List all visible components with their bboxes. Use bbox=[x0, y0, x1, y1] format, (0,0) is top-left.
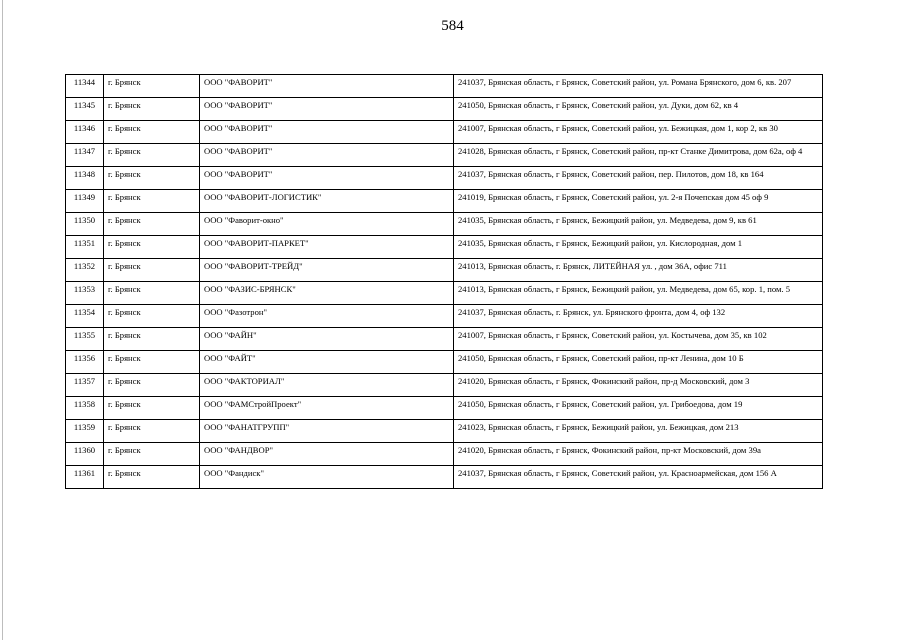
organization-name-cell: ООО "ФАНДВОР" bbox=[200, 443, 454, 466]
address-cell: 241013, Брянская область, г. Брянск, ЛИТЕЙНАЯ ул. , дом 36А, офис 711 bbox=[454, 259, 823, 282]
row-number-cell: 11348 bbox=[66, 167, 104, 190]
page-number: 584 bbox=[441, 18, 464, 34]
address-cell: 241037, Брянская область, г Брянск, Советский район, ул. Романа Брянского, дом 6, кв. 207 bbox=[454, 75, 823, 98]
row-number-cell: 11352 bbox=[66, 259, 104, 282]
city-cell: г. Брянск bbox=[104, 305, 200, 328]
organization-name-cell: ООО "ФАВОРИТ-ЛОГИСТИК" bbox=[200, 190, 454, 213]
address-cell: 241013, Брянская область, г Брянск, Бежицкий район, ул. Медведева, дом 65, кор. 1, пом. 5 bbox=[454, 282, 823, 305]
city-cell: г. Брянск bbox=[104, 190, 200, 213]
organization-name-cell: ООО "ФАВОРИТ-ПАРКЕТ" bbox=[200, 236, 454, 259]
row-number-cell: 11349 bbox=[66, 190, 104, 213]
row-number-cell: 11359 bbox=[66, 420, 104, 443]
table-row bbox=[66, 374, 823, 397]
address-cell: 241037, Брянская область, г Брянск, Советский район, пер. Пилотов, дом 18, кв 164 bbox=[454, 167, 823, 190]
organization-name-cell: ООО "ФАЙТ" bbox=[200, 351, 454, 374]
organization-name-cell: ООО "ФАВОРИТ-ТРЕЙД" bbox=[200, 259, 454, 282]
organization-name-cell: ООО "ФАВОРИТ" bbox=[200, 167, 454, 190]
organization-name-cell: ООО "Фандиск" bbox=[200, 466, 454, 489]
organization-name-cell: ООО "Фазотрон" bbox=[200, 305, 454, 328]
address-cell: 241035, Брянская область, г Брянск, Бежицкий район, ул. Кислородная, дом 1 bbox=[454, 236, 823, 259]
city-cell: г. Брянск bbox=[104, 351, 200, 374]
organization-name-cell: ООО "ФАВОРИТ" bbox=[200, 98, 454, 121]
address-cell: 241023, Брянская область, г Брянск, Бежицкий район, ул. Бежицкая, дом 213 bbox=[454, 420, 823, 443]
table-row bbox=[66, 282, 823, 305]
address-cell: 241028, Брянская область, г Брянск, Советский район, пр-кт Станке Димитрова, дом 62а, оф 4 bbox=[454, 144, 823, 167]
organization-name-cell: ООО "ФАЗИС-БРЯНСК" bbox=[200, 282, 454, 305]
table-row bbox=[66, 305, 823, 328]
table-row bbox=[66, 328, 823, 351]
address-cell: 241037, Брянская область, г. Брянск, ул. Брянского фронта, дом 4, оф 132 bbox=[454, 305, 823, 328]
registry-table bbox=[65, 74, 823, 489]
address-cell: 241020, Брянская область, г Брянск, Фокинский район, пр-д Московский, дом 3 bbox=[454, 374, 823, 397]
city-cell: г. Брянск bbox=[104, 75, 200, 98]
organization-name-cell: ООО "ФАВОРИТ" bbox=[200, 75, 454, 98]
city-cell: г. Брянск bbox=[104, 397, 200, 420]
registry-table-body bbox=[66, 75, 823, 489]
address-cell: 241020, Брянская область, г Брянск, Фокинский район, пр-кт Московский, дом 39а bbox=[454, 443, 823, 466]
table-row bbox=[66, 466, 823, 489]
address-cell: 241050, Брянская область, г Брянск, Советский район, ул. Дуки, дом 62, кв 4 bbox=[454, 98, 823, 121]
city-cell: г. Брянск bbox=[104, 443, 200, 466]
row-number-cell: 11351 bbox=[66, 236, 104, 259]
address-cell: 241037, Брянская область, г Брянск, Советский район, ул. Красноармейская, дом 156 А bbox=[454, 466, 823, 489]
table-row bbox=[66, 121, 823, 144]
city-cell: г. Брянск bbox=[104, 167, 200, 190]
city-cell: г. Брянск bbox=[104, 236, 200, 259]
table-row bbox=[66, 351, 823, 374]
organization-name-cell: ООО "ФАКТОРИАЛ" bbox=[200, 374, 454, 397]
city-cell: г. Брянск bbox=[104, 259, 200, 282]
table-row bbox=[66, 144, 823, 167]
organization-name-cell: ООО "Фаворит-окно" bbox=[200, 213, 454, 236]
table-row bbox=[66, 190, 823, 213]
city-cell: г. Брянск bbox=[104, 282, 200, 305]
table-row bbox=[66, 420, 823, 443]
row-number-cell: 11345 bbox=[66, 98, 104, 121]
table-row bbox=[66, 259, 823, 282]
address-cell: 241019, Брянская область, г Брянск, Советский район, ул. 2-я Почепская дом 45 оф 9 bbox=[454, 190, 823, 213]
table-row bbox=[66, 98, 823, 121]
row-number-cell: 11361 bbox=[66, 466, 104, 489]
table-row bbox=[66, 397, 823, 420]
row-number-cell: 11353 bbox=[66, 282, 104, 305]
city-cell: г. Брянск bbox=[104, 98, 200, 121]
organization-name-cell: ООО "ФАМСтройПроект" bbox=[200, 397, 454, 420]
row-number-cell: 11358 bbox=[66, 397, 104, 420]
organization-name-cell: ООО "ФАВОРИТ" bbox=[200, 144, 454, 167]
organization-name-cell: ООО "ФАНАТГРУПП" bbox=[200, 420, 454, 443]
row-number-cell: 11344 bbox=[66, 75, 104, 98]
address-cell: 241050, Брянская область, г Брянск, Советский район, пр-кт Ленина, дом 10 Б bbox=[454, 351, 823, 374]
row-number-cell: 11357 bbox=[66, 374, 104, 397]
city-cell: г. Брянск bbox=[104, 420, 200, 443]
city-cell: г. Брянск bbox=[104, 121, 200, 144]
address-cell: 241007, Брянская область, г Брянск, Советский район, ул. Костычева, дом 35, кв 102 bbox=[454, 328, 823, 351]
row-number-cell: 11347 bbox=[66, 144, 104, 167]
row-number-cell: 11355 bbox=[66, 328, 104, 351]
address-cell: 241007, Брянская область, г Брянск, Советский район, ул. Бежицкая, дом 1, кор 2, кв 30 bbox=[454, 121, 823, 144]
table-row bbox=[66, 236, 823, 259]
row-number-cell: 11360 bbox=[66, 443, 104, 466]
row-number-cell: 11354 bbox=[66, 305, 104, 328]
page-left-edge bbox=[2, 0, 3, 640]
city-cell: г. Брянск bbox=[104, 328, 200, 351]
organization-name-cell: ООО "ФАЙН" bbox=[200, 328, 454, 351]
address-cell: 241050, Брянская область, г Брянск, Советский район, ул. Грибоедова, дом 19 bbox=[454, 397, 823, 420]
city-cell: г. Брянск bbox=[104, 144, 200, 167]
organization-name-cell: ООО "ФАВОРИТ" bbox=[200, 121, 454, 144]
address-cell: 241035, Брянская область, г Брянск, Бежицкий район, ул. Медведева, дом 9, кв 61 bbox=[454, 213, 823, 236]
row-number-cell: 11346 bbox=[66, 121, 104, 144]
city-cell: г. Брянск bbox=[104, 466, 200, 489]
city-cell: г. Брянск bbox=[104, 374, 200, 397]
table-row bbox=[66, 167, 823, 190]
city-cell: г. Брянск bbox=[104, 213, 200, 236]
row-number-cell: 11350 bbox=[66, 213, 104, 236]
row-number-cell: 11356 bbox=[66, 351, 104, 374]
table-row bbox=[66, 75, 823, 98]
table-row bbox=[66, 443, 823, 466]
table-row bbox=[66, 213, 823, 236]
